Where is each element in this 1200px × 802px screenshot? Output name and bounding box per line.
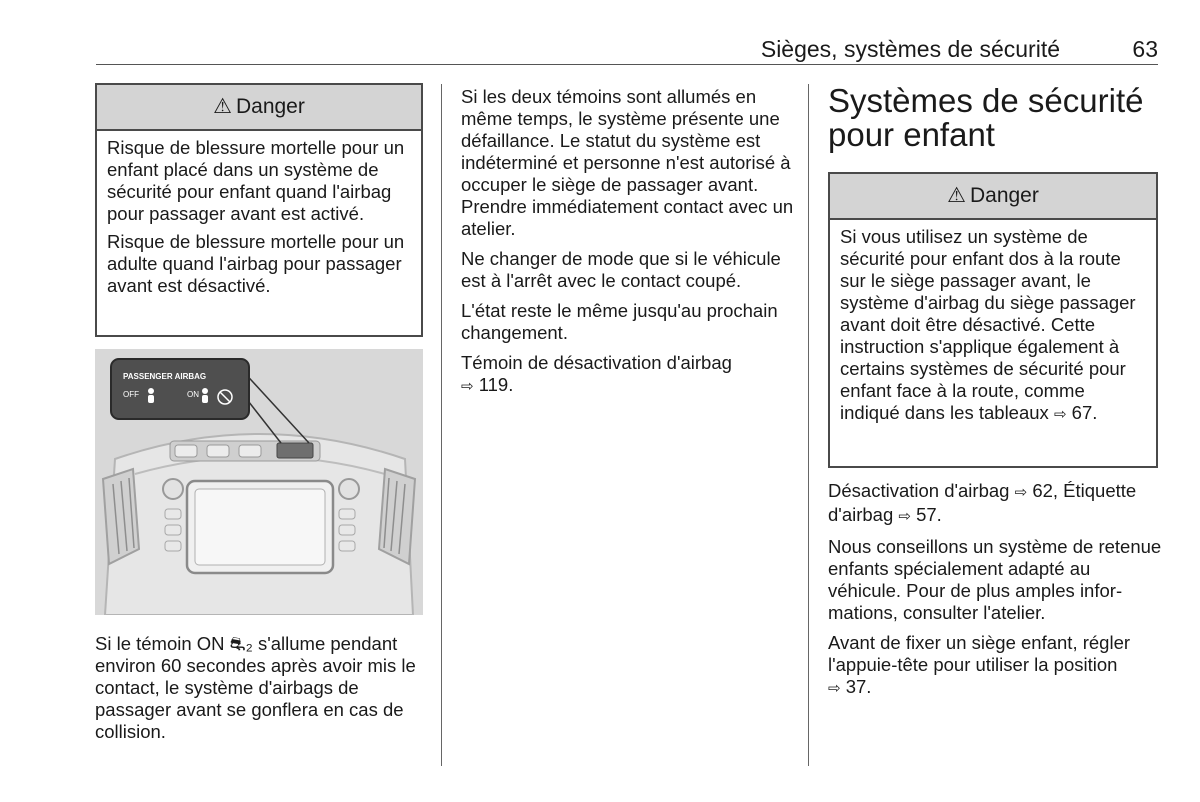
crossref-link[interactable] [898, 504, 941, 525]
crossref-paragraph [828, 480, 1162, 528]
body-paragraph-with-ref [461, 352, 795, 398]
ref-text: Avant de fixer un siège enfant, régler l'appuie-tête pour utiliser la position [828, 632, 1131, 675]
body-paragraph: L'état reste le même jusqu'au prochain changement. [461, 300, 778, 343]
header-rule [96, 64, 1158, 65]
crossref-link[interactable] [461, 374, 513, 395]
airbag-off-indicator-icon [148, 388, 154, 403]
warning-triangle-icon: ⚠ [947, 184, 966, 207]
crossref-arrow-icon: ⇨ [898, 508, 911, 525]
column-divider-2 [808, 84, 809, 766]
danger-box-body [97, 131, 421, 305]
danger-label: Danger [969, 184, 1039, 207]
figure-caption: Si le témoin ON ⛐₂ s'allume pendant environ 60 secondes après avoir mis le contact, le système d'airbags de passager avant se gonflera en cas de collision. [95, 633, 416, 742]
section-heading: Systèmes de sécurité pour enfant [828, 82, 1144, 153]
body-paragraph: Si les deux témoins sont allumés en même temps, le système présente une défaillance. Le statut du système est indéterminé et personne n'est autorisé à occuper le siège de passager avant. Prendre immédiatement contact avec un atelier. [461, 86, 794, 239]
body-paragraph: Nous conseillons un système de retenue enfants spécialement adapté au véhicule. Pour de plus amples informations, consulter l'atelier. [828, 536, 1162, 623]
column-divider-1 [441, 84, 442, 766]
panel-title: PASSENGER AIRBAG [123, 372, 207, 381]
danger-box-child-seat [828, 172, 1158, 468]
panel-on-label: ON [187, 390, 199, 399]
crossref-page: 67. [1071, 402, 1098, 423]
danger-box-header [97, 85, 421, 131]
crossref-link[interactable] [1054, 402, 1097, 423]
crossref-page: 119. [478, 374, 514, 395]
crossref-page: 62, Étiquette [1032, 480, 1137, 501]
crossref-page: 37. [845, 676, 872, 697]
running-header-title: Sièges, systèmes de sécurité [760, 36, 1060, 62]
crossref-page: 57. [916, 504, 942, 525]
crossref-link[interactable] [828, 676, 871, 697]
figure-caption-block [95, 633, 425, 751]
crossref-link[interactable] [1015, 480, 1137, 501]
right-column-body [828, 480, 1162, 708]
panel-off-label: OFF [123, 390, 139, 399]
danger-box-header [830, 174, 1156, 220]
danger-paragraph: Risque de blessure mortelle pour un adulte quand l'airbag pour passager avant est désactivé. [107, 231, 405, 296]
danger-box-body [830, 220, 1156, 434]
ref-text: d'airbag [828, 504, 894, 525]
ref-text: Désactivation d'airbag [828, 480, 1010, 501]
body-paragraph: Ne changer de mode que si le véhicule est à l'arrêt avec le contact coupé. [461, 248, 781, 291]
danger-paragraph: Risque de blessure mortelle pour un enfant placé dans un système de sécurité pour enfant quand l'airbag pour passager avant est activé. [107, 137, 405, 224]
crossref-arrow-icon: ⇨ [1053, 406, 1067, 423]
danger-text: Si vous utilisez un système de sécurité pour enfant dos à la route sur le siège passager avant, le système d'airbag du siège passager avant doit être désactivé. Cette instruction s'applique également à certains systèmes de sécurité pour enfant face à la route, comme indiqué dans les tableaux [840, 226, 1136, 423]
danger-label: Danger [235, 95, 305, 118]
crossref-arrow-icon: ⇨ [1014, 484, 1028, 501]
dashboard-illustration [95, 349, 423, 615]
body-paragraph-with-ref [828, 632, 1162, 700]
middle-column [461, 86, 795, 406]
warning-triangle-icon: ⚠ [213, 95, 232, 118]
crossref-arrow-icon: ⇨ [828, 680, 841, 697]
danger-box-airbag [95, 83, 423, 337]
ref-text: Témoin de désactivation d'airbag [461, 352, 732, 373]
crossref-arrow-icon: ⇨ [461, 378, 474, 395]
danger-paragraph [840, 226, 1146, 426]
page-number: 63 [1132, 36, 1158, 62]
